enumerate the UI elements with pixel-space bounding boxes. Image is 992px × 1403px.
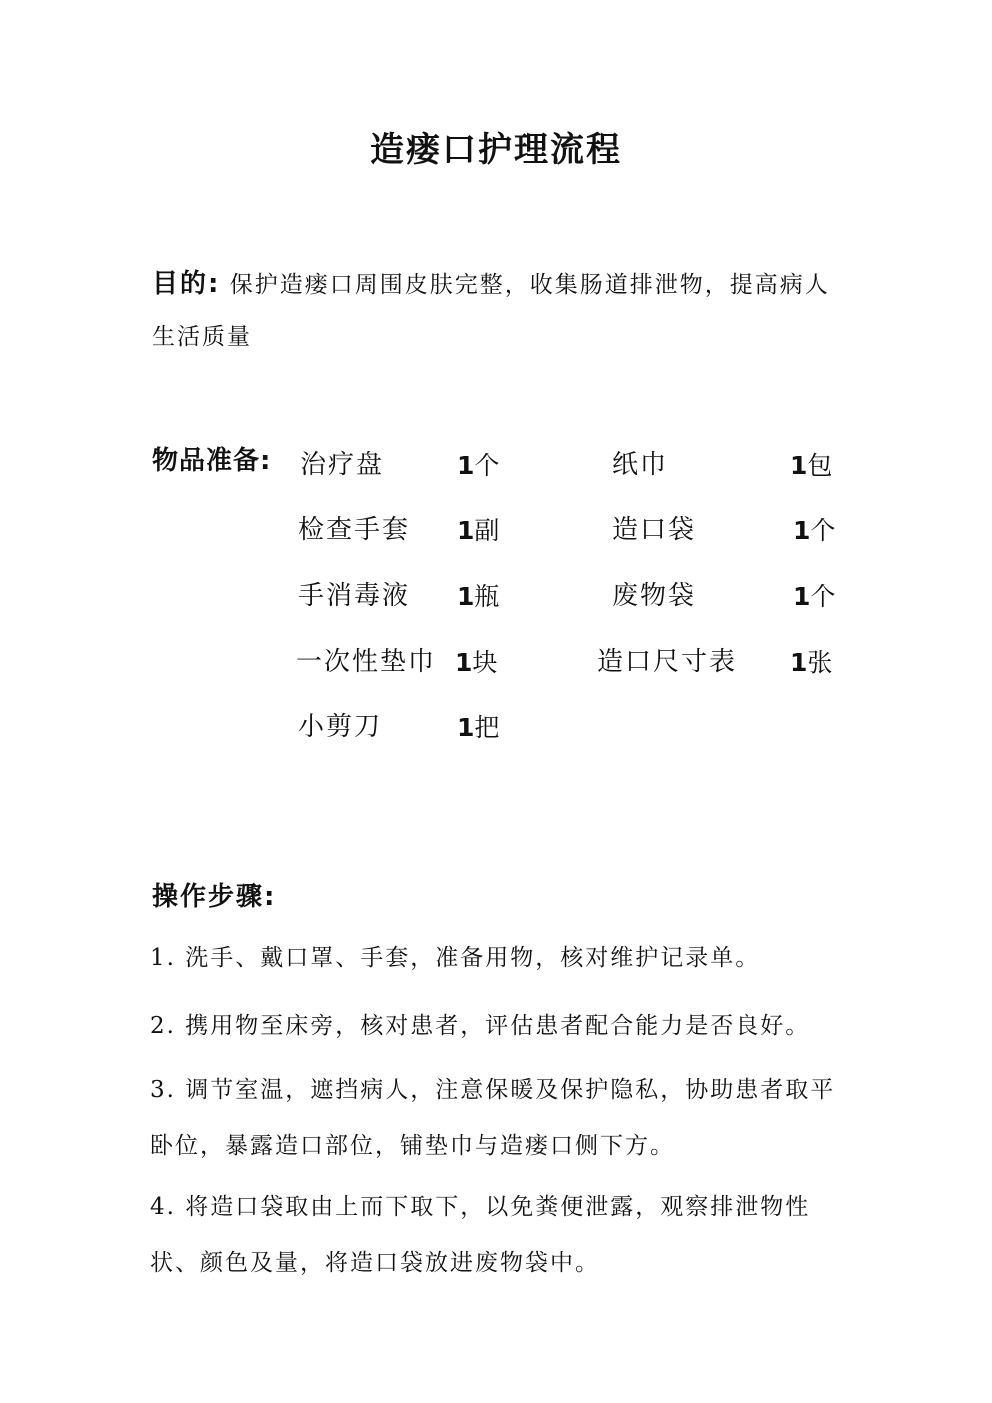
purpose-text: 保护造瘘口周围皮肤完整，收集肠道排泄物，提高病人生活质量: [152, 272, 830, 350]
supply-item-name: 治疗盘: [300, 450, 385, 480]
step-item: 1. 洗手、戴口罩、手套，准备用物，核对维护记录单。: [150, 945, 761, 971]
supply-item-qty: 1把: [457, 713, 500, 742]
page-title: 造瘘口护理流程: [370, 130, 622, 170]
supply-item-name: 小剪刀: [298, 712, 383, 742]
supply-item-qty: 1张: [790, 648, 833, 677]
purpose-label: 目的:: [152, 269, 221, 299]
supply-item-qty: 1个: [793, 582, 836, 611]
purpose-paragraph: [152, 258, 852, 363]
supply-item-name: 一次性垫巾: [296, 647, 437, 677]
steps-label: 操作步骤:: [152, 882, 277, 912]
supply-item-name: 造口袋: [612, 515, 697, 545]
supply-item-qty: 1个: [793, 516, 836, 545]
supply-item-name: 造口尺寸表: [597, 647, 738, 677]
step-item: 2. 携用物至床旁，核对患者，评估患者配合能力是否良好。: [150, 1013, 811, 1039]
supply-item-qty: 1副: [457, 516, 500, 545]
supply-item-qty: 1包: [790, 451, 833, 480]
supply-item-name: 废物袋: [612, 581, 697, 611]
supply-item-qty: 1瓶: [457, 582, 500, 611]
supplies-label: 物品准备:: [152, 446, 272, 476]
supply-item-qty: 1块: [455, 648, 498, 677]
supply-item-name: 纸巾: [612, 450, 669, 480]
supply-item-qty: 1个: [457, 451, 500, 480]
step-item: 4. 将造口袋取由上而下取下，以免粪便泄露，观察排泄物性状、颜色及量，将造口袋放进废物袋中。: [150, 1194, 811, 1276]
step-item: 3. 调节室温，遮挡病人，注意保暖及保护隐私，协助患者取平卧位，暴露造口部位，铺垫巾与造瘘口侧下方。: [150, 1077, 836, 1159]
supply-item-name: 检查手套: [298, 515, 411, 545]
supply-item-name: 手消毒液: [298, 581, 411, 611]
